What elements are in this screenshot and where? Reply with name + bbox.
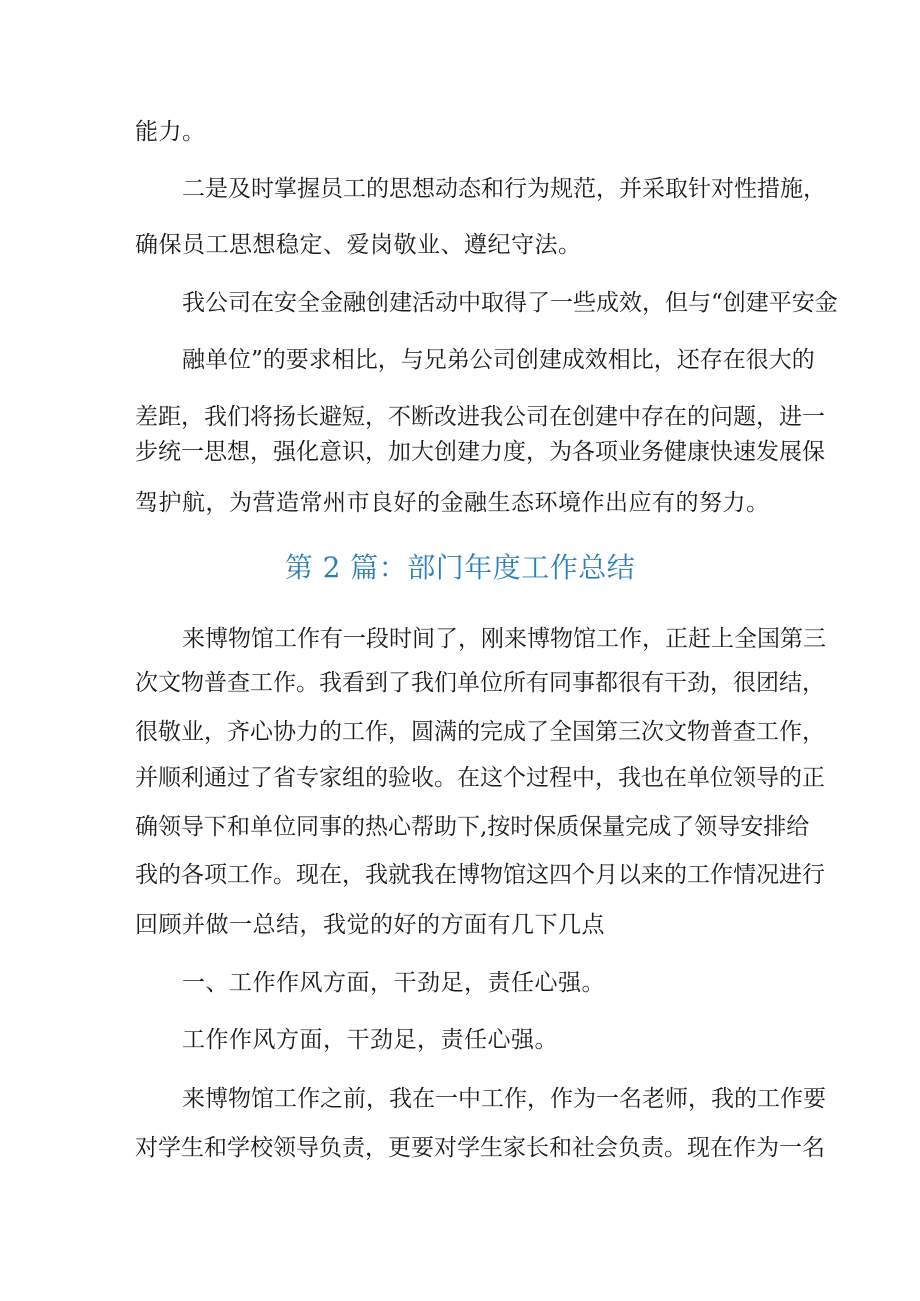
continuation-line: 能力。	[135, 119, 206, 145]
paragraph-3-line-4: 步统一思想，强化意识，加大创建力度，为各项业务健康快速发展保	[135, 439, 825, 465]
section-heading: 第 2 篇：部门年度工作总结	[284, 551, 636, 584]
paragraph-5-line-1: 工作作风方面，干劲足，责任心强。	[182, 1027, 558, 1053]
paragraph-4-line-1: 来博物馆工作有一段时间了，刚来博物馆工作，正赶上全国第三	[182, 626, 826, 652]
paragraph-4-line-7: 回顾并做一总结，我觉的好的方面有几下几点	[135, 912, 605, 938]
paragraph-3-line-5: 驾护航，为营造常州市良好的金融生态环境作出应有的努力。	[135, 490, 770, 516]
paragraph-2-line-1: 二是及时掌握员工的思想动态和行为规范，并采取针对性措施，	[182, 176, 826, 202]
paragraph-3-line-1: 我公司在安全金融创建活动中取得了一些成效，但与“创建平安金	[182, 290, 838, 316]
paragraph-4-line-4: 并顺利通过了省专家组的验收。在这个过程中，我也在单位领导的正	[135, 765, 825, 791]
paragraph-3-line-2: 融单位”的要求相比，与兄弟公司创建成效相比，还存在很大的	[182, 347, 815, 373]
paragraph-2-line-2: 确保员工思想稳定、爱岗敬业、遵纪守法。	[135, 232, 582, 258]
paragraph-4-line-5: 确领导下和单位同事的热心帮助下,按时保质保量完成了领导安排给	[135, 814, 810, 840]
paragraph-4-line-6: 我的各项工作。现在，我就我在博物馆这四个月以来的工作情况进行	[135, 862, 825, 888]
paragraph-4-line-3: 很敬业，齐心协力的工作，圆满的完成了全国第三次文物普查工作，	[135, 719, 825, 745]
paragraph-4-line-2: 次文物普查工作。我看到了我们单位所有同事都很有干劲，很团结，	[135, 670, 825, 696]
subheading-1: 一、工作作风方面，干劲足，责任心强。	[182, 970, 605, 996]
paragraph-6-line-2: 对学生和学校领导负责，更要对学生家长和社会负责。现在作为一名	[135, 1135, 825, 1161]
paragraph-6-line-1: 来博物馆工作之前，我在一中工作，作为一名老师，我的工作要	[182, 1086, 826, 1112]
paragraph-3-line-3: 差距，我们将扬长避短，不断改进我公司在创建中存在的问题，进一	[135, 404, 825, 430]
